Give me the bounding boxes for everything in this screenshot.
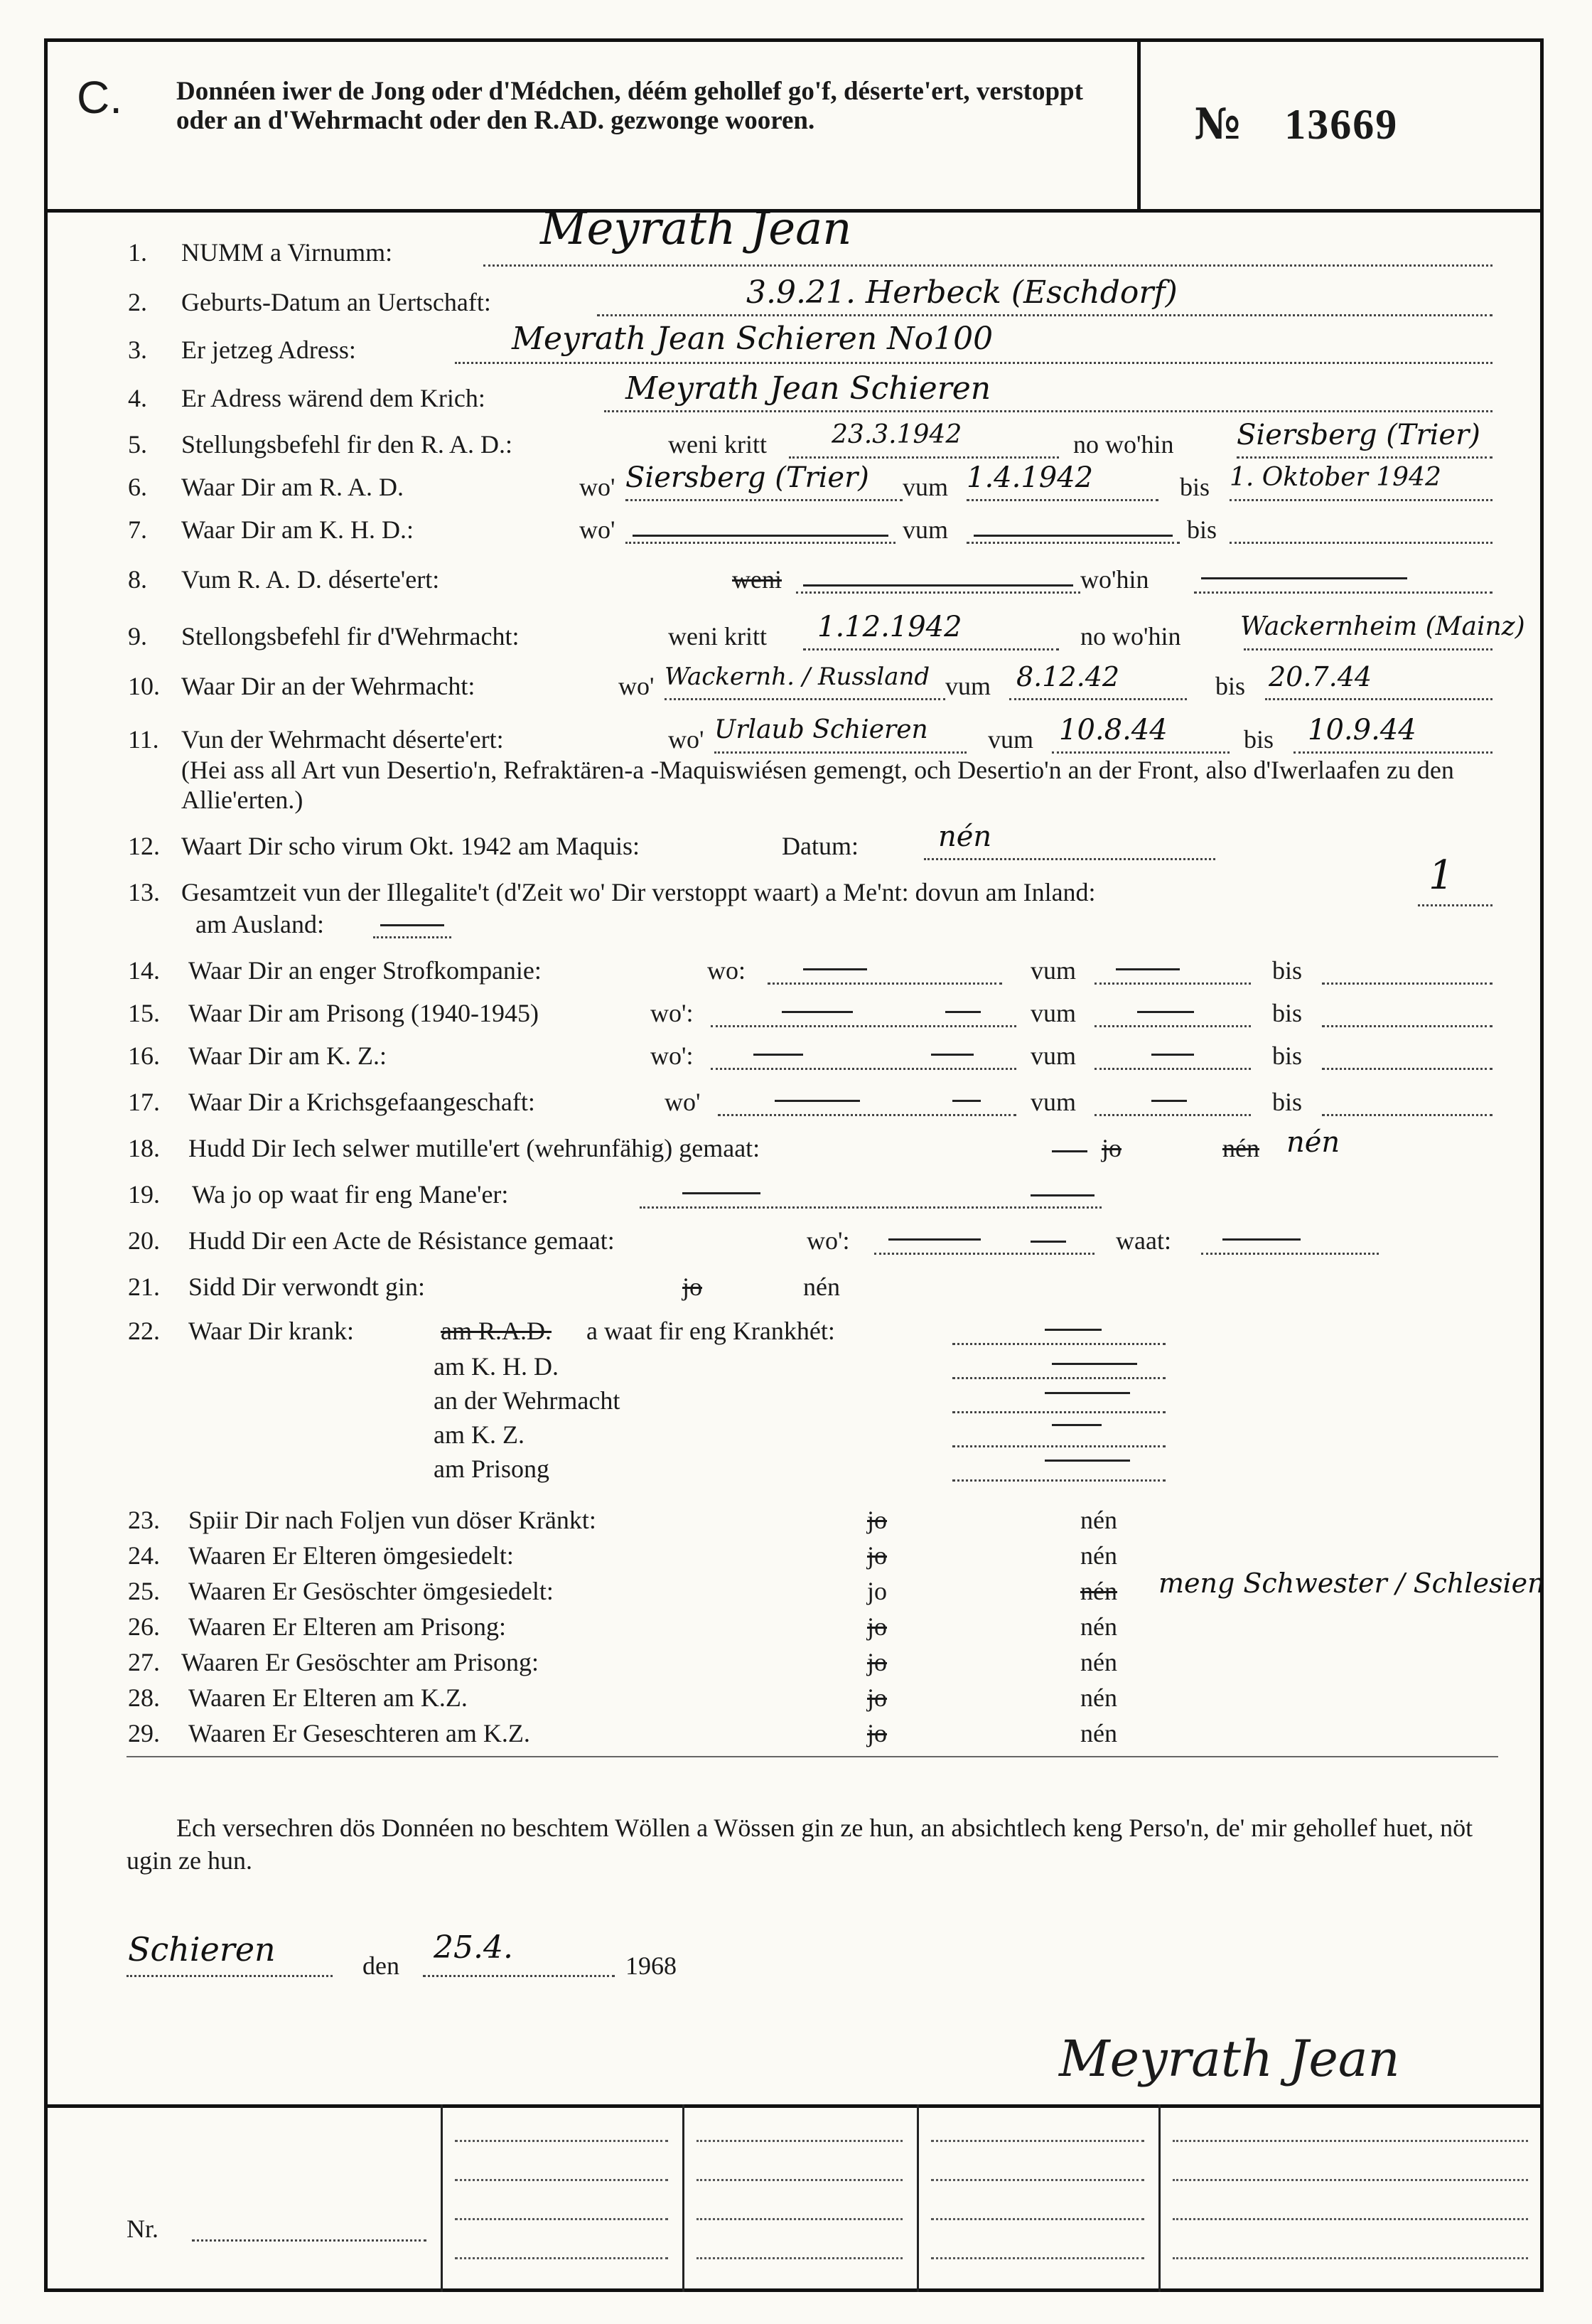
rad-date-field[interactable] [789,456,1059,459]
row-number: 19. [128,1180,160,1209]
illness-question: a waat fir eng Krankhét: [586,1317,835,1345]
row-number: 17. [128,1088,160,1116]
field-label: Waar Dir an enger Strofkompanie: [188,956,542,985]
handwritten-wehrmacht-where: Wackernh. / Russland [665,663,930,691]
wo-label: wo' [668,725,704,754]
crossed-out-line [682,1192,760,1194]
illness-prison-field[interactable] [952,1479,1166,1482]
wo-label: wo' [579,473,615,501]
field-label: Wa jo op waat fir eng Mane'er: [192,1180,509,1209]
where-label: no wo'hin [1073,430,1174,459]
field-label: Waar Dir am K. H. D.: [181,515,414,544]
desertion-where-field[interactable] [714,751,967,754]
handwritten-desertion-from: 10.8.44 [1059,714,1168,746]
wo-label: wo': [650,999,694,1027]
field-label: Er Adress wärend dem Krich: [181,384,485,412]
option-nen[interactable]: nén [1080,1612,1117,1641]
weni-label: weni [732,565,782,594]
datum-label: Datum: [782,832,859,860]
option-jo[interactable]: jo [867,1541,888,1570]
option-jo[interactable]: jo [867,1612,888,1641]
wohin-label: wo'hin [1080,565,1149,594]
vum-label: vum [1031,999,1077,1027]
handwritten-inland-months: 1 [1429,852,1454,899]
row-number: 10. [128,672,160,700]
row-number: 16. [128,1041,160,1070]
crossed-out-line [1031,1241,1066,1243]
option-nen[interactable]: nén [1222,1134,1259,1162]
option-jo[interactable]: jo [867,1648,888,1676]
nr-field[interactable] [192,2239,426,2242]
header-divider [1137,38,1141,213]
khd-from-field[interactable] [967,542,1180,544]
field-label: Waar Dir am K. Z.: [188,1041,387,1070]
crossed-out-line [952,1100,981,1102]
row-number: 28. [128,1683,160,1712]
header-title: Donnéen iwer de Jong oder d'Médchen, déém gehollef go'f, déserte'ert, verstoppt oder an d'Wehrmacht oder den R.AD. gezwonge wooren. [176,77,1083,135]
bis-label: bis [1272,999,1303,1027]
row-number: 25. [128,1577,160,1605]
name-field[interactable] [483,264,1492,267]
when-label: weni kritt [668,622,767,650]
number-symbol: № [1194,100,1242,149]
field-label: Spiir Dir nach Foljen vun döser Kränkt: [188,1506,596,1534]
row-number: 13. [128,878,160,906]
vum-label: vum [903,515,949,544]
crossed-out-line [1151,1054,1194,1056]
option-nen[interactable]: nén [1080,1648,1117,1676]
date-field[interactable] [423,1975,615,1977]
desertion-note: (Hei ass all Art vun Desertio'n, Refraktären-a -Maquiswiésen gemengt, och Desertio'n an der Front, also d'Iwerlaafen zu den Allie'erten.) [181,756,1454,814]
section-letter: C. [77,72,122,123]
field-label: Hudd Dir een Acte de Résistance gemaat: [188,1226,615,1255]
khd-where-field[interactable] [625,542,896,544]
row-number: 12. [128,832,160,860]
crossed-out-line [1137,1011,1194,1013]
wo-label: wo': [807,1226,850,1255]
illness-wehrmacht-field[interactable] [952,1411,1166,1413]
field-label: Waar Dir am Prisong (1940-1945) [188,999,539,1027]
prison-to-field[interactable] [1322,1025,1492,1027]
field-label: Waar Dir a Krichsgefaangeschaft: [188,1088,535,1116]
wo-label: wo': [650,1041,694,1070]
illness-rad-field[interactable] [952,1343,1166,1345]
crossed-out-line [1052,1424,1102,1426]
pow-from-field[interactable] [1094,1114,1251,1116]
manner-field[interactable] [640,1206,1102,1209]
row-number: 7. [128,515,147,544]
option-nen[interactable]: nén [1080,1577,1117,1605]
handwritten-answer: nén [1286,1126,1340,1159]
signature: Meyrath Jean [1059,2030,1400,2088]
vum-label: vum [1031,1088,1077,1116]
resistance-what-field[interactable] [1201,1253,1379,1255]
den-label: den [362,1951,399,1980]
crossed-out-line [974,535,1173,537]
crossed-out-line [1201,577,1407,579]
field-label: Stellungsbefehl fir den R. A. D.: [181,430,512,459]
crossed-out-line [753,1054,803,1056]
handwritten-wehrmacht-place: Wackernheim (Mainz) [1240,612,1525,641]
option-nen[interactable]: nén [1080,1541,1117,1570]
bis-label: bis [1272,956,1303,985]
crossed-out-line [1151,1100,1187,1102]
footer-column-line [917,2104,919,2292]
footer-cell[interactable] [931,2140,1144,2142]
footer-column-line [682,2104,684,2292]
handwritten-name: Meyrath Jean [540,203,852,255]
rad-from-field[interactable] [967,499,1158,501]
war-address-field[interactable] [604,410,1492,412]
crossed-out-line [931,1054,974,1056]
birth-field[interactable] [597,314,1492,316]
footer-cell[interactable] [455,2218,668,2220]
when-label: weni kritt [668,430,767,459]
section-divider [127,1756,1498,1757]
bis-label: bis [1272,1088,1303,1116]
kz-to-field[interactable] [1322,1068,1492,1070]
row-number: 9. [128,622,147,650]
field-label: Stellongsbefehl fir d'Wehrmacht: [181,622,520,650]
crossed-out-line [1222,1238,1301,1241]
field-label: Waar Dir am R. A. D. [181,473,404,501]
field-label: Sidd Dir verwondt gin: [188,1273,425,1301]
field-label: Gesamtzeit vun der Illegalite't (d'Zeit wo' Dir verstoppt waart) a Me'nt: dovun am Inland: [181,878,1096,906]
handwritten-desertion-to: 10.9.44 [1308,714,1416,746]
footer-cell[interactable] [455,2257,668,2259]
option-nen[interactable]: nén [1080,1683,1117,1712]
prison-from-field[interactable] [1094,1025,1251,1027]
rad-place-field[interactable] [1237,456,1492,459]
crossed-out-line [945,1011,981,1013]
wo-label: wo: [707,956,746,985]
field-label: Waaren Er Elteren am K.Z. [188,1683,468,1712]
field-label: Waaren Er Elteren am Prisong: [188,1612,506,1641]
form-number-value: 13669 [1284,101,1399,148]
handwritten-wehrmacht-to: 20.7.44 [1269,661,1372,692]
abroad-months-field[interactable] [373,936,451,938]
maquis-date-field[interactable] [924,858,1215,860]
field-label: Geburts-Datum an Uertschaft: [181,288,491,316]
kz-from-field[interactable] [1094,1068,1251,1070]
row-number: 2. [128,288,147,316]
pow-where-field[interactable] [718,1114,1016,1116]
footer-column-line [441,2104,443,2292]
rad-to-field[interactable] [1230,499,1492,501]
handwritten-sibling-note: meng Schwester / Schlesien [1158,1568,1545,1599]
footer-cell[interactable] [696,2257,903,2259]
where-label: no wo'hin [1080,622,1181,650]
waat-label: waat: [1116,1226,1171,1255]
kz-where-field[interactable] [711,1068,1016,1070]
vum-label: vum [945,672,991,700]
resistance-where-field[interactable] [874,1253,1094,1255]
footer-cell[interactable] [455,2140,668,2142]
row-number: 3. [128,336,147,364]
desertion-from-field[interactable] [1052,751,1230,754]
crossed-out-line [1045,1329,1102,1331]
bis-label: bis [1272,1041,1303,1070]
vum-label: vum [1031,956,1077,985]
field-label: Waaren Er Gesöschter am Prisong: [181,1648,539,1676]
field-label: Er jetzeg Adress: [181,336,356,364]
crossed-out-line [1031,1194,1094,1196]
crossed-out-line [888,1238,981,1241]
row-number: 29. [128,1719,160,1747]
crossed-out-line [633,535,888,537]
rad-desert-place-field[interactable] [1194,591,1492,594]
field-label: am Ausland: [195,910,324,938]
footer-column-line [1158,2104,1161,2292]
footer-cell[interactable] [696,2140,903,2142]
row-number: 5. [128,430,147,459]
option-jo[interactable]: jo [682,1273,703,1301]
option-jo[interactable]: jo [867,1683,888,1712]
option-jo[interactable]: jo [1102,1134,1122,1162]
handwritten-date: 25.4. [434,1929,513,1966]
row-number: 4. [128,384,147,412]
row-number: 20. [128,1226,160,1255]
field-label: Waaren Er Elteren ömgesiedelt: [188,1541,514,1570]
crossed-out-line [1045,1392,1130,1394]
inland-months-field[interactable] [1418,904,1492,906]
field-label: Waar Dir an der Wehrmacht: [181,672,475,700]
row-number: 15. [128,999,160,1027]
field-label: Waart Dir scho virum Okt. 1942 am Maquis: [181,832,640,860]
footer-cell[interactable] [1173,2140,1528,2142]
nr-label: Nr. [127,2215,158,2243]
handwritten-wehrmacht-from: 8.12.42 [1016,661,1120,692]
footer-cell[interactable] [931,2257,1144,2259]
crossed-out-line [775,1100,860,1102]
footer-cell[interactable] [696,2218,903,2220]
footer-cell[interactable] [455,2179,668,2181]
bis-label: bis [1215,672,1246,700]
bis-label: bis [1244,725,1274,754]
option-jo[interactable]: jo [867,1577,888,1605]
vum-label: vum [988,725,1034,754]
row-number: 27. [128,1648,160,1676]
row-number: 24. [128,1541,160,1570]
handwritten-rad-to: 1. Oktober 1942 [1230,463,1441,492]
illness-rad: am R.A.D. [441,1317,552,1345]
handwritten-rad-date: 23.3.1942 [832,420,962,449]
footer-cell[interactable] [1173,2257,1528,2259]
row-number: 8. [128,565,147,594]
row-number: 18. [128,1134,160,1162]
handwritten-rad-where: Siersberg (Trier) [625,461,869,494]
option-jo[interactable]: jo [867,1719,888,1747]
row-number: 26. [128,1612,160,1641]
handwritten-desertion-where: Urlaub Schieren [714,715,928,744]
row-number: 23. [128,1506,160,1534]
field-label: Waar Dir krank: [188,1317,354,1345]
wehrmacht-where-field[interactable] [665,698,945,700]
illness-kz-field[interactable] [952,1445,1166,1447]
field-label: Hudd Dir Iech selwer mutille'ert (wehrunfähig) gemaat: [188,1134,760,1162]
footer-cell[interactable] [931,2218,1144,2220]
wehrmacht-to-field[interactable] [1265,698,1492,700]
handwritten-rad-from: 1.4.1942 [967,461,1094,494]
handwritten-war-address: Meyrath Jean Schieren [625,370,991,407]
handwritten-address: Meyrath Jean Schieren No100 [512,321,994,357]
row-number: 11. [128,725,159,754]
crossed-out-line [782,1011,853,1013]
handwritten-wehrmacht-date: 1.12.1942 [817,611,962,643]
row-number: 22. [128,1317,160,1345]
row-number: 14. [128,956,160,985]
penal-from-field[interactable] [1094,982,1251,985]
row-number: 6. [128,473,147,501]
illness-prison: am Prisong [434,1455,550,1483]
place-field[interactable] [127,1975,333,1977]
footer-divider [44,2104,1544,2108]
option-nen[interactable]: nén [1080,1506,1117,1534]
wehrmacht-from-field[interactable] [1009,698,1187,700]
bis-label: bis [1187,515,1217,544]
footer-cell[interactable] [696,2179,903,2181]
crossed-out-line [803,968,867,970]
bis-label: bis [1180,473,1210,501]
crossed-out-line [803,584,1073,587]
handwritten-maquis: nén [938,820,992,853]
field-label: Vum R. A. D. déserte'ert: [181,565,440,594]
field-label: Waaren Er Geseschteren am K.Z. [188,1719,530,1747]
crossed-out-line [380,924,444,926]
penal-to-field[interactable] [1322,982,1492,985]
wehrmacht-date-field[interactable] [803,648,1059,650]
footer-cell[interactable] [1173,2179,1528,2181]
vum-label: vum [1031,1041,1077,1070]
crossed-out-line [1052,1363,1137,1365]
option-nen[interactable]: nén [1080,1719,1117,1747]
handwritten-birth: 3.9.21. Herbeck (Eschdorf) [746,274,1178,311]
field-label: NUMM a Virnumm: [181,238,393,267]
option-jo[interactable]: jo [867,1506,888,1534]
crossed-out-line [1045,1460,1130,1462]
footer-cell[interactable] [1173,2218,1528,2220]
field-label: Waaren Er Gesöschter ömgesiedelt: [188,1577,554,1605]
wo-label: wo' [665,1088,701,1116]
penal-where-field[interactable] [768,982,1002,985]
illness-khd-field[interactable] [952,1377,1166,1379]
pow-to-field[interactable] [1322,1114,1492,1116]
row-number: 21. [128,1273,160,1301]
wo-label: wo' [618,672,655,700]
option-nen[interactable]: nén [803,1273,840,1301]
row-number: 1. [128,238,147,267]
wehrmacht-place-field[interactable] [1244,648,1492,650]
desertion-to-field[interactable] [1294,751,1492,754]
address-field[interactable] [455,362,1492,364]
wo-label: wo' [579,515,615,544]
year-label: 1968 [625,1951,677,1980]
rad-where-field[interactable] [625,499,903,501]
vum-label: vum [903,473,949,501]
illness-kz: am K. Z. [434,1420,525,1449]
form-number [1194,100,1398,149]
declaration-text: Ech versechren dös Donnéen no beschtem Wöllen a Wössen gin ze hun, an absichtlech keng Perso'n, de' mir gehollef huet, nöt ugin ze hun. [127,1814,1473,1875]
footer-cell[interactable] [931,2179,1144,2181]
handwritten-place: Schieren [128,1930,276,1969]
illness-khd: am K. H. D. [434,1352,559,1381]
crossed-out-line [1116,968,1180,970]
prison-where-field[interactable] [711,1025,1016,1027]
handwritten-rad-place: Siersberg (Trier) [1237,419,1480,451]
field-label: Vun der Wehrmacht déserte'ert: [181,725,504,754]
rad-desert-date-field[interactable] [796,591,1080,594]
illness-wehrmacht: an der Wehrmacht [434,1386,620,1415]
crossed-out-line [1052,1150,1087,1152]
khd-to-field[interactable] [1230,542,1492,544]
